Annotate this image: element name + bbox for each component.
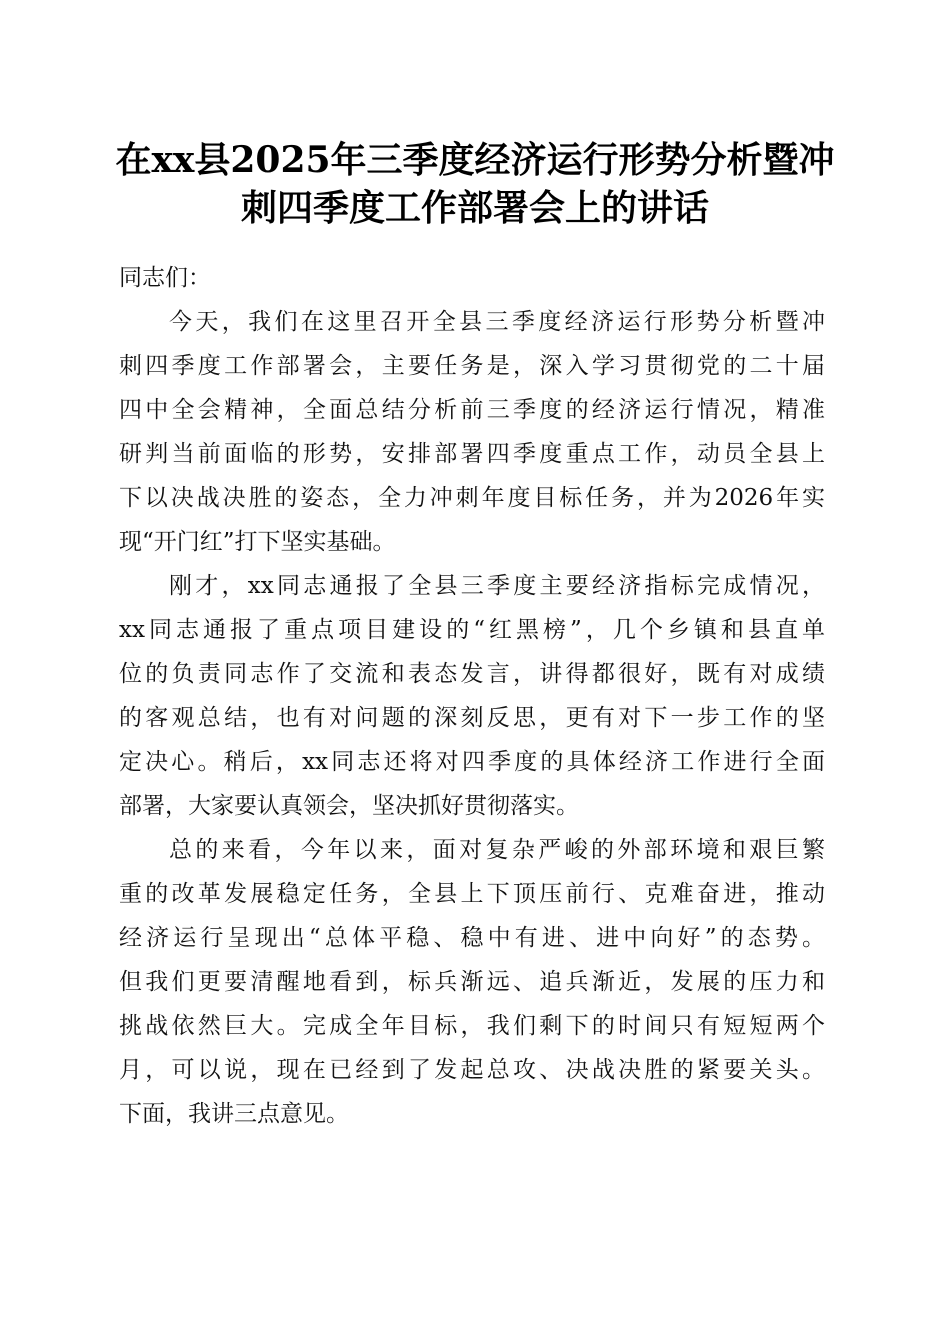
paragraph-line: 月，可以说，现在已经到了发起总攻、决战决胜的紧要关头。 bbox=[119, 1057, 825, 1083]
paragraph-line: 经济运行呈现出“总体平稳、稳中有进、进中向好”的态势。 bbox=[119, 925, 825, 951]
paragraph-line: 重的改革发展稳定任务，全县上下顶压前行、克难奋进，推动 bbox=[119, 881, 825, 907]
document-body bbox=[119, 248, 825, 1136]
paragraph-line: 挑战依然巨大。完成全年目标，我们剩下的时间只有短短两个 bbox=[119, 1013, 825, 1039]
paragraph-line: 下以决战决胜的姿态，全力冲刺年度目标任务，并为2026年实 bbox=[119, 485, 825, 511]
paragraph-line: 现“开门红”打下坚实基础。 bbox=[119, 529, 396, 555]
paragraph-line: 下面，我讲三点意见。 bbox=[119, 1101, 349, 1127]
paragraph-line: 但我们更要清醒地看到，标兵渐远、追兵渐近，发展的压力和 bbox=[119, 969, 825, 995]
salutation: 同志们： bbox=[119, 265, 211, 291]
title-line-1: 在xx县2025年三季度经济运行形势分析暨冲 bbox=[115, 139, 835, 181]
paragraph-line: 刺四季度工作部署会，主要任务是，深入学习贯彻党的二十届 bbox=[119, 353, 825, 379]
paragraph-line: 四中全会精神，全面总结分析前三季度的经济运行情况，精准 bbox=[119, 397, 825, 423]
paragraph-line: 位的负责同志作了交流和表态发言，讲得都很好，既有对成绩 bbox=[119, 661, 825, 687]
document-title bbox=[100, 136, 850, 232]
paragraph-line: 今天，我们在这里召开全县三季度经济运行形势分析暨冲 bbox=[169, 309, 825, 335]
paragraph-1 bbox=[119, 300, 825, 564]
paragraph-2 bbox=[119, 564, 825, 828]
title-line-2: 刺四季度工作部署会上的讲话 bbox=[240, 187, 709, 229]
paragraph-line: 刚才，xx同志通报了全县三季度主要经济指标完成情况， bbox=[169, 573, 825, 599]
paragraph-3 bbox=[119, 828, 825, 1136]
paragraph-line: 研判当前面临的形势，安排部署四季度重点工作，动员全县上 bbox=[119, 441, 825, 467]
paragraph-line: 部署，大家要认真领会，坚决抓好贯彻落实。 bbox=[119, 793, 579, 819]
paragraph-line: 总的来看，今年以来，面对复杂严峻的外部环境和艰巨繁 bbox=[169, 837, 825, 863]
paragraph-line: xx同志通报了重点项目建设的“红黑榜”，几个乡镇和县直单 bbox=[119, 617, 825, 643]
paragraph-line: 定决心。稍后，xx同志还将对四季度的具体经济工作进行全面 bbox=[119, 749, 825, 775]
paragraph-line: 的客观总结，也有对问题的深刻反思，更有对下一步工作的坚 bbox=[119, 705, 825, 731]
